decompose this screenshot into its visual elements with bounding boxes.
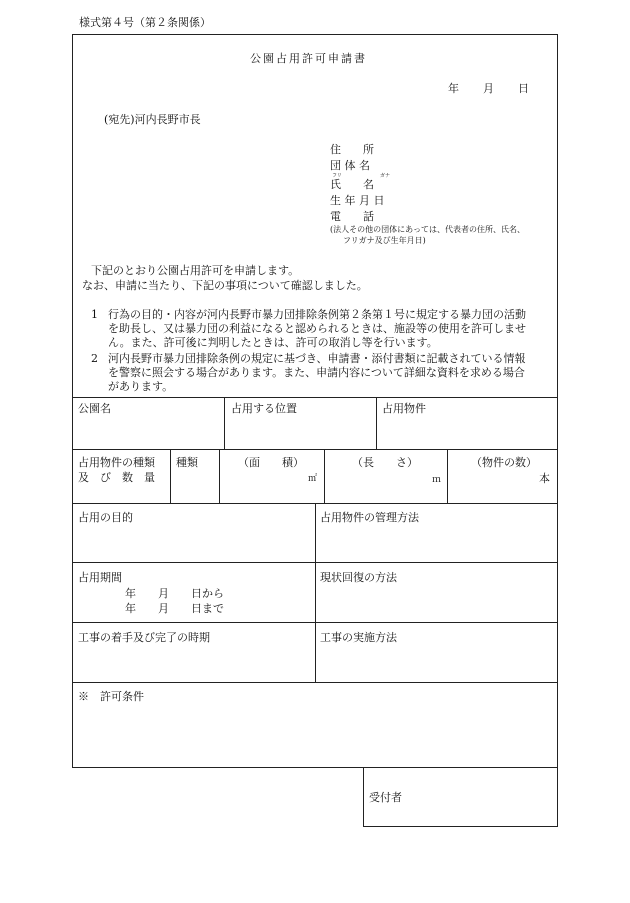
item-2-line-2: を警察に照会する場合があります。また、申請内容について詳細な資料を求める場合 — [108, 366, 525, 379]
date-year: 年 — [448, 82, 459, 95]
item-1-number: 1 — [91, 308, 98, 321]
applicant-note-2: フリガナ及び生年月日) — [343, 236, 426, 245]
period-label: 占用期間 — [78, 571, 122, 584]
form-number: 様式第４号（第２条関係） — [79, 16, 211, 29]
applicant-phone-label: 電 話 — [330, 210, 374, 223]
count-label: （物件の数） — [471, 456, 537, 469]
period-to: 年 月 日まで — [125, 602, 224, 615]
applicant-address-label: 住 所 — [330, 143, 374, 156]
location-label: 占用する位置 — [231, 402, 297, 415]
period-from: 年 月 日から — [125, 587, 224, 600]
addressee: (宛先)河内長野市長 — [104, 113, 201, 126]
date-month: 月 — [483, 82, 494, 95]
item-2-line-3: があります。 — [108, 380, 174, 393]
object-type-label-2: 及 び 数 量 — [78, 471, 155, 484]
area-label: （面 積） — [238, 456, 304, 469]
intro-line-1: 下記のとおり公園占用許可を申請します。 — [91, 264, 300, 277]
conditions-label: ※ 許可条件 — [78, 690, 144, 703]
object-type-label-1: 占用物件の種類 — [78, 456, 155, 469]
form-title: 公園占用許可申請書 — [250, 52, 367, 65]
intro-line-2: なお、申請に当たり、下記の事項について確認しました。 — [82, 279, 368, 292]
item-2-line-1: 河内長野市暴力団排除条例の規定に基づき、申請書・添付書類に記載されている情報 — [108, 352, 526, 365]
object-label: 占用物件 — [382, 402, 426, 415]
item-1-line-1: 行為の目的・内容が河内長野市暴力団排除条例第２条第１号に規定する暴力団の活動 — [108, 308, 526, 321]
kind-label: 種類 — [176, 456, 198, 469]
management-label: 占用物件の管理方法 — [320, 511, 419, 524]
park-name-label: 公園名 — [78, 402, 111, 415]
area-unit: ㎡ — [308, 474, 318, 484]
receiver-label: 受付者 — [369, 791, 402, 804]
length-label: （長 さ） — [352, 456, 418, 469]
name-ruby-2: ガナ — [380, 173, 391, 179]
length-unit: ｍ — [432, 475, 442, 485]
construction-time-label: 工事の着手及び完了の時期 — [78, 631, 210, 644]
construction-method-label: 工事の実施方法 — [320, 631, 397, 644]
item-1-line-3: ん。また、許可後に判明したときは、許可の取消し等を行います。 — [108, 336, 438, 349]
applicant-birthdate-label: 生 年 月 日 — [330, 194, 385, 207]
count-unit: 本 — [539, 472, 550, 485]
item-2-number: 2 — [91, 352, 98, 365]
applicant-name-label: 氏 名 — [330, 178, 374, 191]
item-1-line-2: を助長し、又は暴力団の利益になると認められるときは、施設等の使用を許可しませ — [108, 322, 526, 335]
restoration-label: 現状回復の方法 — [320, 571, 397, 584]
name-ruby-1: フリ — [332, 173, 342, 179]
applicant-note-1: (法人その他の団体にあっては、代表者の住所、氏名、 — [330, 225, 526, 234]
purpose-label: 占用の目的 — [78, 511, 133, 524]
date-day: 日 — [518, 82, 529, 95]
applicant-group-label: 団 体 名 — [330, 159, 370, 172]
